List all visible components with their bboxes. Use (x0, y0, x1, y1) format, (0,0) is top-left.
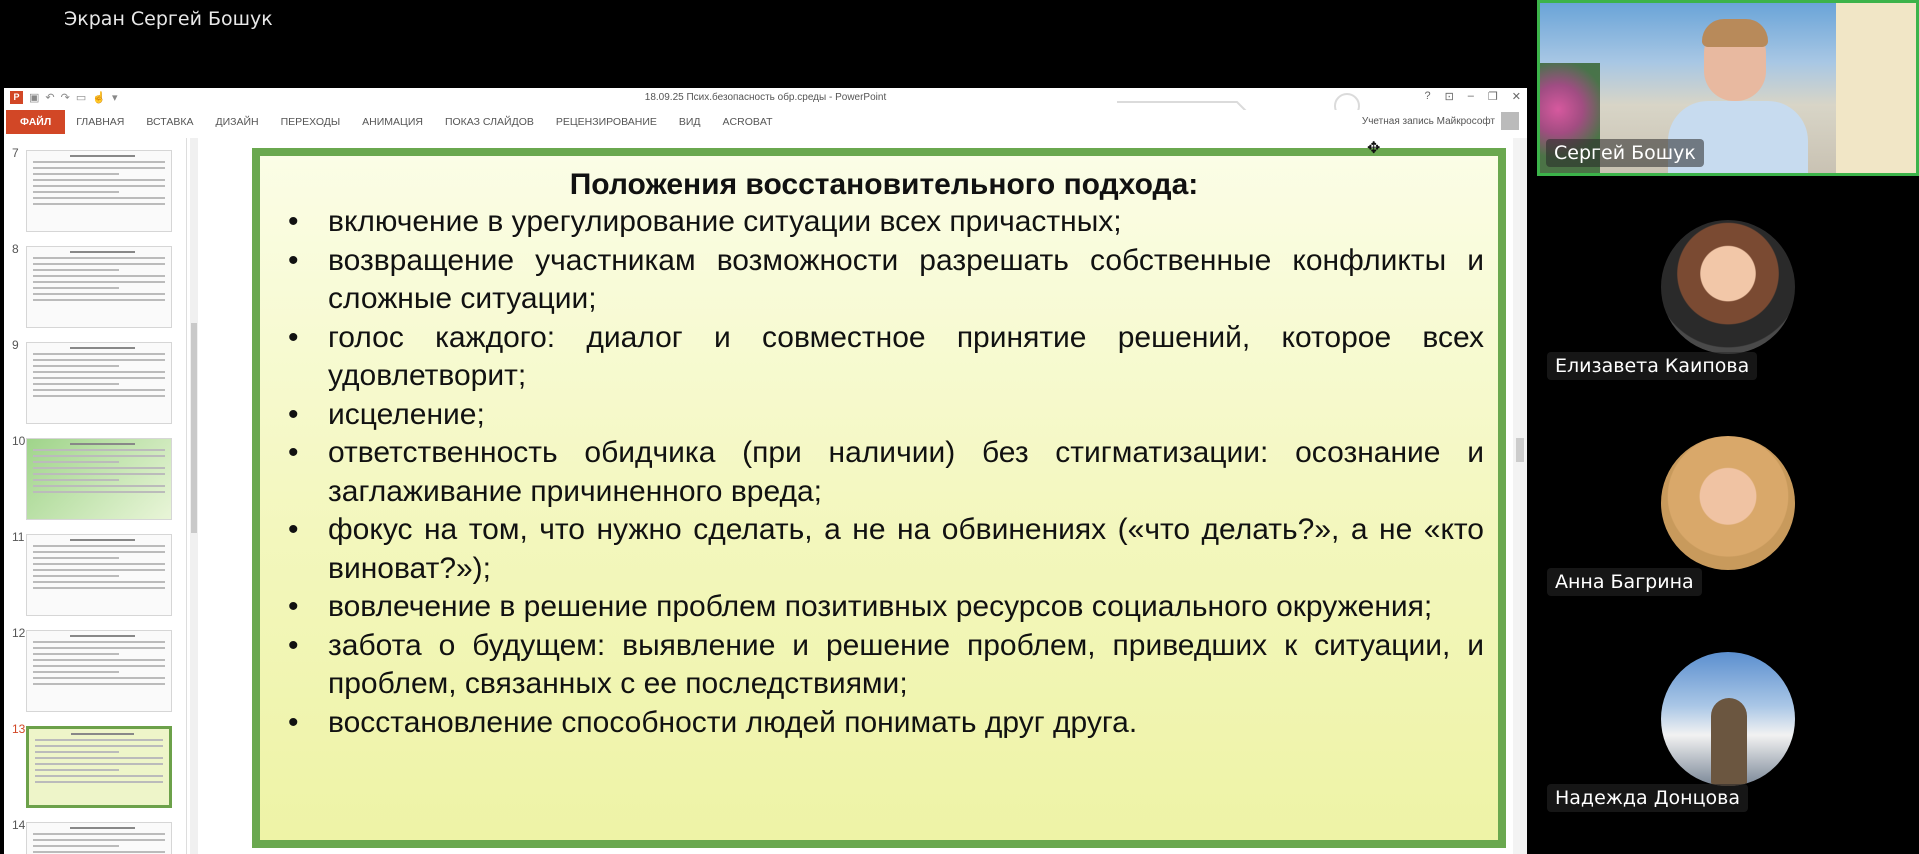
participant-tile-active-speaker[interactable] (1537, 0, 1919, 176)
tab-review[interactable]: РЕЦЕНЗИРОВАНИЕ (555, 116, 657, 128)
slide-thumbnail-number: 10 (12, 434, 26, 448)
participant-name: Анна Багрина (1547, 568, 1702, 596)
slide-thumbnail[interactable] (26, 630, 172, 712)
tab-home[interactable]: ГЛАВНАЯ (76, 116, 125, 128)
ribbon-tabs (4, 110, 1527, 134)
redo-icon[interactable]: ↷ (60, 92, 70, 104)
tab-insert[interactable]: ВСТАВКА (146, 116, 194, 128)
tab-file[interactable]: ФАЙЛ (6, 110, 65, 134)
title-bar (4, 88, 1527, 110)
slide-bullet: • фокус на том, что нужно сделать, а не на обвинениях («что делать?», а не «кто виноват?»); (284, 511, 1484, 588)
touch-mode-icon[interactable]: ☝ (92, 92, 106, 104)
powerpoint-icon: P (10, 91, 23, 104)
slide-thumbnail-row[interactable] (4, 722, 174, 808)
tab-design[interactable]: ДИЗАЙН (215, 116, 259, 128)
undo-icon[interactable]: ↶ (45, 92, 55, 104)
slide-scrollbar[interactable] (1513, 138, 1527, 854)
participant-name: Надежда Донцова (1547, 784, 1748, 812)
slide-thumbnail-row[interactable] (4, 434, 174, 520)
account-avatar[interactable] (1501, 112, 1519, 130)
tab-transitions[interactable]: ПЕРЕХОДЫ (280, 116, 341, 128)
slide-thumbnail[interactable] (26, 438, 172, 520)
slide-thumbnail-row[interactable] (4, 818, 174, 854)
slide-bullet: • ответственность обидчика (при наличии) без стигматизации: осознание и заглаживание причиненного вреда; (284, 434, 1484, 511)
minimize-icon[interactable]: – (1467, 90, 1474, 102)
slide-thumbnails-pane (4, 138, 187, 854)
slide-thumbnail[interactable] (26, 534, 172, 616)
customize-toolbar-icon[interactable]: ▾ (111, 92, 118, 104)
participant-avatar[interactable] (1661, 436, 1795, 570)
background-wall (1836, 3, 1916, 176)
slide-thumbnail-number: 14 (12, 818, 26, 832)
participant-name: Сергей Бошук (1546, 139, 1704, 167)
participant-avatar[interactable] (1661, 220, 1795, 354)
slide-bullet: • вовлечение в решение проблем позитивных ресурсов социального окружения; (284, 588, 1484, 627)
slide-editing-area (200, 138, 1513, 854)
document-title: 18.09.25 Псих.безопасность обр.среды - PowerPoint (644, 92, 887, 103)
tab-acrobat[interactable]: ACROBAT (722, 116, 773, 128)
slide-thumbnail-number: 9 (12, 338, 19, 352)
slideshow-icon[interactable]: ▭ (75, 92, 87, 104)
slide-scrollbar-knob[interactable] (1516, 438, 1524, 462)
slide-thumbnail-number: 8 (12, 242, 19, 256)
tab-view[interactable]: ВИД (678, 116, 701, 128)
account-label[interactable]: Учетная запись Майкрософт (1361, 115, 1495, 127)
slide-thumbnail-number: 12 (12, 626, 26, 640)
account-area[interactable] (1362, 112, 1519, 130)
tab-slideshow[interactable]: ПОКАЗ СЛАЙДОВ (444, 116, 534, 128)
current-slide[interactable] (252, 148, 1506, 848)
slide-thumbnail-row[interactable] (4, 146, 174, 232)
window-controls (1424, 90, 1521, 103)
close-icon[interactable]: ✕ (1511, 91, 1521, 103)
screen-share-label: Экран Сергей Бошук (64, 8, 273, 30)
slide-thumbnail-row[interactable] (4, 626, 174, 712)
powerpoint-window (4, 88, 1527, 854)
slide-thumbnail[interactable] (26, 246, 172, 328)
participant-name: Елизавета Каипова (1547, 352, 1757, 380)
slide-thumbnail[interactable] (26, 822, 172, 854)
slide-bullet-list (284, 203, 1484, 742)
slide-bullet: • забота о будущем: выявление и решение проблем, приведших к ситуации, и проблем, связанных с ее последствиями; (284, 627, 1484, 704)
slide-bullet: • исцеление; (284, 396, 1484, 435)
slide-thumbnail-number: 13 (12, 722, 26, 736)
slide-thumbnail-row[interactable] (4, 530, 174, 616)
slide-thumbnail-number: 7 (12, 146, 19, 160)
slide-thumbnail-row[interactable] (4, 338, 174, 424)
slide-bullet: • голос каждого: диалог и совместное принятие решений, которое всех удовлетворит; (284, 319, 1484, 396)
thumbnail-scrollbar[interactable] (190, 138, 198, 854)
tab-animations[interactable]: АНИМАЦИЯ (362, 116, 423, 128)
slide-bullet: • восстановление способности людей понимать друг друга. (284, 704, 1484, 743)
save-icon[interactable]: ▣ (29, 92, 40, 104)
slide-bullet: • включение в урегулирование ситуации всех причастных; (284, 203, 1484, 242)
ribbon-display-icon[interactable]: ⊡ (1444, 91, 1454, 103)
slide-thumbnail[interactable] (26, 150, 172, 232)
slide-thumbnail[interactable] (26, 726, 172, 808)
thumbnail-scrollbar-knob[interactable] (191, 323, 197, 533)
mouse-cursor-icon: ✥ (1367, 140, 1381, 157)
slide-thumbnail-number: 11 (12, 530, 25, 544)
slide-thumbnail[interactable] (26, 342, 172, 424)
help-icon[interactable]: ? (1424, 90, 1431, 102)
slide-title: Положения восстановительного подхода: (569, 168, 1199, 201)
slide-thumbnail-row[interactable] (4, 242, 174, 328)
slide-bullet: • возвращение участникам возможности разрешать собственные конфликты и сложные ситуации; (284, 242, 1484, 319)
restore-icon[interactable]: ❐ (1487, 91, 1498, 103)
participant-avatar[interactable] (1661, 652, 1795, 786)
